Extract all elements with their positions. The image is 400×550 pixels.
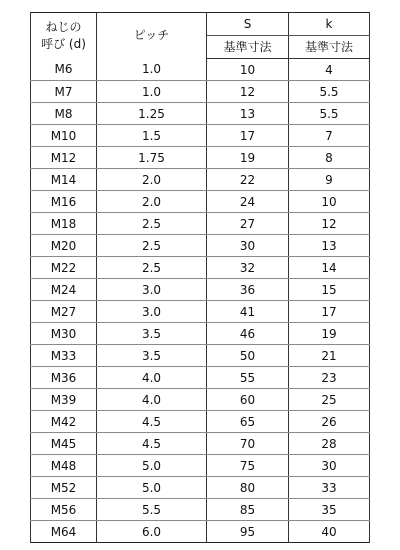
table-header	[31, 13, 370, 59]
k-value-cell: 13	[289, 235, 370, 257]
size-cell: M64	[31, 521, 97, 543]
pitch-cell: 2.0	[97, 169, 207, 191]
s-value-cell: 13	[207, 103, 289, 125]
size-cell: M12	[31, 147, 97, 169]
pitch-cell: 1.0	[97, 81, 207, 103]
table-row	[31, 389, 370, 411]
s-value-cell: 60	[207, 389, 289, 411]
size-cell: M39	[31, 389, 97, 411]
table-row	[31, 455, 370, 477]
size-cell: M22	[31, 257, 97, 279]
table-row	[31, 433, 370, 455]
pitch-cell: 2.5	[97, 257, 207, 279]
table-row	[31, 345, 370, 367]
pitch-cell: 1.25	[97, 103, 207, 125]
s-value-cell: 36	[207, 279, 289, 301]
s-value-cell: 19	[207, 147, 289, 169]
size-cell: M52	[31, 477, 97, 499]
s-value-cell: 75	[207, 455, 289, 477]
size-cell: M48	[31, 455, 97, 477]
bolt-dimension-table	[30, 12, 370, 543]
s-value-cell: 30	[207, 235, 289, 257]
pitch-cell: 1.5	[97, 125, 207, 147]
k-value-cell: 19	[289, 323, 370, 345]
k-value-cell: 33	[289, 477, 370, 499]
k-value-cell: 23	[289, 367, 370, 389]
table-row	[31, 147, 370, 169]
table-row	[31, 125, 370, 147]
header-row-1	[31, 13, 370, 36]
table-row	[31, 81, 370, 103]
size-cell: M20	[31, 235, 97, 257]
k-value-cell: 25	[289, 389, 370, 411]
s-header: S	[207, 13, 289, 36]
pitch-cell: 1.75	[97, 147, 207, 169]
table-row	[31, 169, 370, 191]
size-cell: M7	[31, 81, 97, 103]
pitch-header: ピッチ	[97, 13, 207, 59]
size-cell: M45	[31, 433, 97, 455]
pitch-cell: 5.0	[97, 455, 207, 477]
s-value-cell: 70	[207, 433, 289, 455]
k-value-cell: 17	[289, 301, 370, 323]
k-value-cell: 7	[289, 125, 370, 147]
table-row	[31, 59, 370, 81]
k-value-cell: 30	[289, 455, 370, 477]
k-value-cell: 5.5	[289, 103, 370, 125]
pitch-cell: 3.0	[97, 279, 207, 301]
table-row	[31, 213, 370, 235]
pitch-cell: 4.0	[97, 389, 207, 411]
k-value-cell: 9	[289, 169, 370, 191]
s-value-cell: 65	[207, 411, 289, 433]
k-header: k	[289, 13, 370, 36]
pitch-cell: 3.0	[97, 301, 207, 323]
table-row	[31, 235, 370, 257]
size-cell: M36	[31, 367, 97, 389]
k-subheader: 基準寸法	[289, 36, 370, 59]
table-row	[31, 191, 370, 213]
table-row	[31, 323, 370, 345]
size-cell: M56	[31, 499, 97, 521]
pitch-cell: 5.5	[97, 499, 207, 521]
s-value-cell: 41	[207, 301, 289, 323]
pitch-cell: 4.0	[97, 367, 207, 389]
pitch-cell: 6.0	[97, 521, 207, 543]
nominal-size-header-line1: ねじの	[45, 19, 82, 34]
s-value-cell: 24	[207, 191, 289, 213]
k-value-cell: 5.5	[289, 81, 370, 103]
k-value-cell: 10	[289, 191, 370, 213]
pitch-cell: 3.5	[97, 323, 207, 345]
k-value-cell: 26	[289, 411, 370, 433]
pitch-cell: 4.5	[97, 411, 207, 433]
table-row	[31, 279, 370, 301]
s-value-cell: 27	[207, 213, 289, 235]
k-value-cell: 40	[289, 521, 370, 543]
size-cell: M6	[31, 59, 97, 81]
table-row	[31, 477, 370, 499]
size-cell: M8	[31, 103, 97, 125]
k-value-cell: 8	[289, 147, 370, 169]
s-value-cell: 50	[207, 345, 289, 367]
table-row	[31, 411, 370, 433]
size-cell: M30	[31, 323, 97, 345]
pitch-cell: 4.5	[97, 433, 207, 455]
table-row	[31, 499, 370, 521]
table-row	[31, 301, 370, 323]
k-value-cell: 35	[289, 499, 370, 521]
k-value-cell: 4	[289, 59, 370, 81]
size-cell: M10	[31, 125, 97, 147]
table-row	[31, 367, 370, 389]
k-value-cell: 14	[289, 257, 370, 279]
s-value-cell: 32	[207, 257, 289, 279]
s-value-cell: 46	[207, 323, 289, 345]
size-cell: M27	[31, 301, 97, 323]
s-value-cell: 55	[207, 367, 289, 389]
table-body	[31, 59, 370, 543]
pitch-cell: 2.5	[97, 235, 207, 257]
s-value-cell: 22	[207, 169, 289, 191]
s-value-cell: 95	[207, 521, 289, 543]
pitch-cell: 2.5	[97, 213, 207, 235]
k-value-cell: 15	[289, 279, 370, 301]
size-cell: M18	[31, 213, 97, 235]
size-cell: M16	[31, 191, 97, 213]
k-value-cell: 28	[289, 433, 370, 455]
nominal-size-header	[31, 13, 97, 59]
size-cell: M14	[31, 169, 97, 191]
size-cell: M42	[31, 411, 97, 433]
s-value-cell: 17	[207, 125, 289, 147]
pitch-cell: 5.0	[97, 477, 207, 499]
k-value-cell: 21	[289, 345, 370, 367]
s-value-cell: 10	[207, 59, 289, 81]
pitch-cell: 3.5	[97, 345, 207, 367]
s-value-cell: 85	[207, 499, 289, 521]
k-value-cell: 12	[289, 213, 370, 235]
pitch-cell: 2.0	[97, 191, 207, 213]
table-row	[31, 257, 370, 279]
size-cell: M33	[31, 345, 97, 367]
s-value-cell: 12	[207, 81, 289, 103]
nominal-size-header-line2: 呼び (d)	[41, 36, 86, 51]
s-value-cell: 80	[207, 477, 289, 499]
table-row	[31, 103, 370, 125]
table-row	[31, 521, 370, 543]
s-subheader: 基準寸法	[207, 36, 289, 59]
pitch-cell: 1.0	[97, 59, 207, 81]
size-cell: M24	[31, 279, 97, 301]
